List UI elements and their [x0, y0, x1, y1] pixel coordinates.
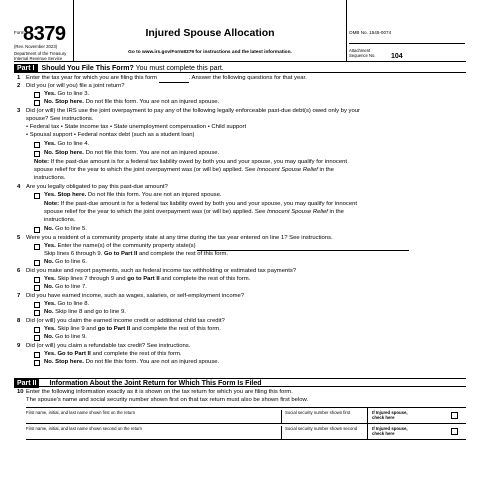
- part1-title: Should You File This Form?: [41, 65, 134, 72]
- omb-number: OMB No. 1545-0074: [349, 30, 465, 44]
- part2-title: Information About the Joint Return for Which This Form Is Filed: [49, 380, 262, 387]
- line-3-yes-checkbox[interactable]: [34, 142, 40, 148]
- injured-spouse-second: If Injured spouse, check here: [367, 424, 466, 439]
- line-2-yes-checkbox[interactable]: [34, 92, 40, 98]
- department: Department of the Treasury Internal Revenue Service: [14, 51, 67, 61]
- line-8-yes-checkbox[interactable]: [34, 327, 40, 333]
- part1-label: Part I: [14, 64, 38, 73]
- part1-note: You must complete this part.: [135, 65, 224, 72]
- line-5-no-checkbox[interactable]: [34, 260, 40, 266]
- second-name-field[interactable]: First name, initial, and last name shown second on the return: [26, 426, 143, 431]
- line-2-no-checkbox[interactable]: [34, 100, 40, 106]
- form-number: 8379: [23, 23, 66, 45]
- form-header: [14, 0, 466, 62]
- form-title: Injured Spouse Allocation: [145, 27, 275, 39]
- part2-label: Part II: [14, 379, 39, 388]
- form-page: Form 8379 (Rev. November 2023) Department of the Treasury Internal Revenue Service Injured Spouse Allocation Go to www.irs.gov/Form8379 for instructions and the latest information. OMB No. 1545-0074 Attachment Sequence No. 104 Part I Should You File This Form? You must complete this part. 1 Enter the tax year for which you are filing this form . Answer the following questions for that year. 2 Did you (or will you) file a joint return? Yes. Go to line 3. No. Stop here. Do not file this form. You are not an injured spouse. 3 Did (or will) the IRS use the joint overpayment to pay any of the following legally enforceable past-due debt(s) owed only by your spouse? See instructions. • Federal tax • State income tax • State unemployment compensation • Child support • Spousal support • Federal nontax debt (such as a student loan) Yes. Go to line 4. No. Stop here. Do not file this form. You are not an injured spouse. Note: If the past-due amount is for a federal tax liability owed by both you and your spouse, you may qualify for innocent spouse relief for the year to which the joint overpayment was (or will be) applied. See Innocent Spouse Relief in the instructions. 4 Are you legally obligated to pay this past-due amount? Yes. Stop here. Do not file this form. You are not an injured spouse. Note: If the past-due amount is for a federal tax liability owed by both you and your spouse, you may qualify for innocent spouse relief for the year to which the joint overpayment was (or will be) applied. See Innocent Spouse Relief in the instructions. No. Go to line 5. 5 Were you a resident of a community property state at any time during the tax year entered on line 1? See instructions. Yes. Enter the name(s) of the community property state(s) Skip lines 6 through 9. Go to Part II and complete the rest of this form. No. Go to line 6. 6 Did you make and report payments, such as federal income tax withholding or estimated tax payments? Yes. Skip lines 7 through 9 and go to Part II and complete the rest of this form. No. Go to line 7. 7 Did you have earned income, such as wages, salaries, or self-employment income? Yes. Go to line 8. No. Skip line 8 and go to line 9. 8 Did (or will) you claim the earned income credit or additional child tax credit? Yes. Skip line 9 and go to Part II and complete the rest of this form. No. Go to line 9. 9 Did (or will) you claim a refundable tax credit? See instructions. Yes. Go to Part II and complete the rest of this form. No. Stop here. Do not file this form. You are not an injured spouse. Part II Information About the Joint Return for Which This Form Is Filed 10 Enter the following information exactly as it is shown on the tax return for which you are filing this form. The spouse's name and social security number shown first on that tax return must also be shown first below. First name, initial, and last name shown first on the return Social security number shown first If Injured spouse, check here First name, initial, and last name shown second on the return Social security number shown second If Injured spouse, check here: [14, 0, 466, 62]
- sequence-number: 104: [391, 53, 403, 60]
- form-word: Form: [14, 30, 25, 35]
- first-name-field[interactable]: First name, initial, and last name shown first on the return: [26, 410, 136, 415]
- spouse-table: [26, 407, 466, 440]
- line-7-no-checkbox[interactable]: [34, 310, 40, 316]
- part1-header: [14, 64, 466, 73]
- line-7-yes-checkbox[interactable]: [34, 302, 40, 308]
- part2-header: [14, 378, 466, 387]
- first-ssn-field[interactable]: Social security number shown first: [281, 410, 365, 424]
- revision-date: (Rev. November 2023): [14, 44, 58, 49]
- injured-spouse-first-checkbox[interactable]: [451, 412, 458, 419]
- community-property-states-field[interactable]: [197, 245, 409, 251]
- line-4-no-checkbox[interactable]: [34, 227, 40, 233]
- line-9-yes-checkbox[interactable]: [34, 352, 40, 358]
- instructions-link-text: Go to www.irs.gov/Form8379 for instructions and the latest information.: [128, 50, 292, 55]
- tax-year-field[interactable]: [159, 77, 189, 83]
- attachment-label: Attachment Sequence No.: [349, 48, 376, 58]
- line-3-no-checkbox[interactable]: [34, 151, 40, 157]
- line-4-yes-checkbox[interactable]: [34, 193, 40, 199]
- second-ssn-field[interactable]: Social security number shown second: [281, 426, 365, 440]
- line-6-no-checkbox[interactable]: [34, 285, 40, 291]
- line-6-yes-checkbox[interactable]: [34, 277, 40, 283]
- form-id-block: [14, 0, 74, 62]
- line-9-no-checkbox[interactable]: [34, 360, 40, 366]
- table-row: [26, 424, 466, 440]
- line-8-no-checkbox[interactable]: [34, 335, 40, 341]
- line-5-yes-checkbox[interactable]: [34, 244, 40, 250]
- injured-spouse-second-checkbox[interactable]: [451, 428, 458, 435]
- table-row: [26, 408, 466, 424]
- omb-block: [346, 0, 466, 62]
- injured-spouse-first: If Injured spouse, check here: [367, 408, 466, 423]
